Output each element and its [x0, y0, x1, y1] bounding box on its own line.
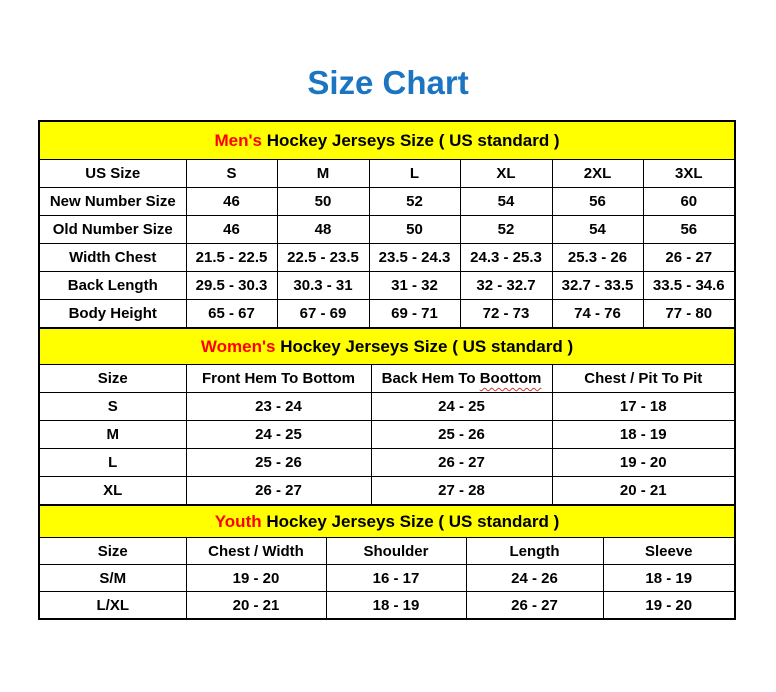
column-header: XL: [460, 160, 552, 188]
table-row: [39, 188, 735, 216]
table-cell: 52: [369, 188, 460, 216]
row-label: New Number Size: [39, 188, 186, 216]
table-row: [39, 300, 735, 329]
row-label: L: [39, 449, 186, 477]
womens-section-header: [39, 328, 735, 365]
column-header: Size: [39, 365, 186, 393]
column-header: Chest / Pit To Pit: [552, 365, 735, 393]
column-header: L: [369, 160, 460, 188]
table-cell: 50: [369, 216, 460, 244]
table-cell: 29.5 - 30.3: [186, 272, 277, 300]
table-cell: 26 - 27: [186, 477, 371, 506]
table-cell: 60: [643, 188, 735, 216]
row-label: XL: [39, 477, 186, 506]
youth-size-table: [38, 504, 736, 620]
table-cell: 20 - 21: [186, 592, 326, 620]
table-cell: 77 - 80: [643, 300, 735, 329]
table-cell: 16 - 17: [326, 565, 466, 592]
column-header-misspelled: [371, 365, 552, 393]
womens-red-word: Women's: [200, 336, 276, 356]
table-cell: 74 - 76: [552, 300, 643, 329]
column-header: US Size: [39, 160, 186, 188]
womens-header-rest: Hockey Jerseys Size ( US standard ): [280, 336, 574, 356]
youth-column-header-row: [39, 538, 735, 565]
table-cell: 25.3 - 26: [552, 244, 643, 272]
back-hem-prefix: Back Hem To: [381, 370, 476, 387]
table-row: [39, 449, 735, 477]
table-cell: 18 - 19: [552, 421, 735, 449]
table-cell: 54: [460, 188, 552, 216]
row-label: Old Number Size: [39, 216, 186, 244]
table-cell: 24 - 25: [186, 421, 371, 449]
back-hem-misspelled-word: Boottom: [479, 370, 542, 387]
youth-header-rest: Hockey Jerseys Size ( US standard ): [266, 511, 560, 531]
row-label: S: [39, 393, 186, 421]
table-cell: 23.5 - 24.3: [369, 244, 460, 272]
table-cell: 22.5 - 23.5: [277, 244, 369, 272]
mens-column-header-row: [39, 160, 735, 188]
table-cell: 25 - 26: [186, 449, 371, 477]
row-label: M: [39, 421, 186, 449]
table-cell: 26 - 27: [466, 592, 603, 620]
mens-section-header-row: [39, 121, 735, 160]
womens-size-table: [38, 327, 736, 506]
table-cell: 72 - 73: [460, 300, 552, 329]
column-header: Shoulder: [326, 538, 466, 565]
table-cell: 69 - 71: [369, 300, 460, 329]
table-cell: 46: [186, 216, 277, 244]
table-cell: 32 - 32.7: [460, 272, 552, 300]
column-header: 2XL: [552, 160, 643, 188]
row-label: Back Length: [39, 272, 186, 300]
table-cell: 50: [277, 188, 369, 216]
youth-section-header-row: [39, 505, 735, 538]
table-cell: 33.5 - 34.6: [643, 272, 735, 300]
table-cell: 26 - 27: [371, 449, 552, 477]
youth-section-header: [39, 505, 735, 538]
table-cell: 20 - 21: [552, 477, 735, 506]
mens-section-header: [39, 121, 735, 160]
table-cell: 56: [552, 188, 643, 216]
table-cell: 46: [186, 188, 277, 216]
table-cell: 31 - 32: [369, 272, 460, 300]
table-cell: 67 - 69: [277, 300, 369, 329]
table-row: [39, 421, 735, 449]
column-header: M: [277, 160, 369, 188]
table-cell: 30.3 - 31: [277, 272, 369, 300]
table-cell: 24 - 25: [371, 393, 552, 421]
table-cell: 18 - 19: [326, 592, 466, 620]
table-cell: 18 - 19: [603, 565, 735, 592]
table-cell: 56: [643, 216, 735, 244]
table-row: [39, 272, 735, 300]
column-header: Size: [39, 538, 186, 565]
column-header: S: [186, 160, 277, 188]
youth-red-word: Youth: [214, 511, 262, 531]
table-cell: 27 - 28: [371, 477, 552, 506]
mens-red-word: Men's: [214, 130, 262, 150]
table-cell: 19 - 20: [186, 565, 326, 592]
size-chart-tables: [38, 120, 734, 620]
womens-column-header-row: [39, 365, 735, 393]
row-label: S/M: [39, 565, 186, 592]
table-cell: 17 - 18: [552, 393, 735, 421]
table-cell: 24.3 - 25.3: [460, 244, 552, 272]
table-row: [39, 244, 735, 272]
table-cell: 24 - 26: [466, 565, 603, 592]
mens-size-table: [38, 120, 736, 329]
table-cell: 23 - 24: [186, 393, 371, 421]
table-row: [39, 477, 735, 506]
table-cell: 32.7 - 33.5: [552, 272, 643, 300]
table-cell: 21.5 - 22.5: [186, 244, 277, 272]
mens-header-rest: Hockey Jerseys Size ( US standard ): [266, 130, 560, 150]
table-cell: 26 - 27: [643, 244, 735, 272]
column-header: Sleeve: [603, 538, 735, 565]
row-label: Body Height: [39, 300, 186, 329]
column-header: Front Hem To Bottom: [186, 365, 371, 393]
table-row: [39, 216, 735, 244]
row-label: L/XL: [39, 592, 186, 620]
table-row: [39, 393, 735, 421]
table-cell: 54: [552, 216, 643, 244]
table-cell: 25 - 26: [371, 421, 552, 449]
table-cell: 19 - 20: [552, 449, 735, 477]
column-header: Chest / Width: [186, 538, 326, 565]
column-header: 3XL: [643, 160, 735, 188]
table-row: [39, 592, 735, 620]
table-cell: 65 - 67: [186, 300, 277, 329]
womens-section-header-row: [39, 328, 735, 365]
page-title: Size Chart: [307, 64, 469, 101]
row-label: Width Chest: [39, 244, 186, 272]
table-row: [39, 565, 735, 592]
table-cell: 19 - 20: [603, 592, 735, 620]
table-cell: 52: [460, 216, 552, 244]
column-header: Length: [466, 538, 603, 565]
table-cell: 48: [277, 216, 369, 244]
